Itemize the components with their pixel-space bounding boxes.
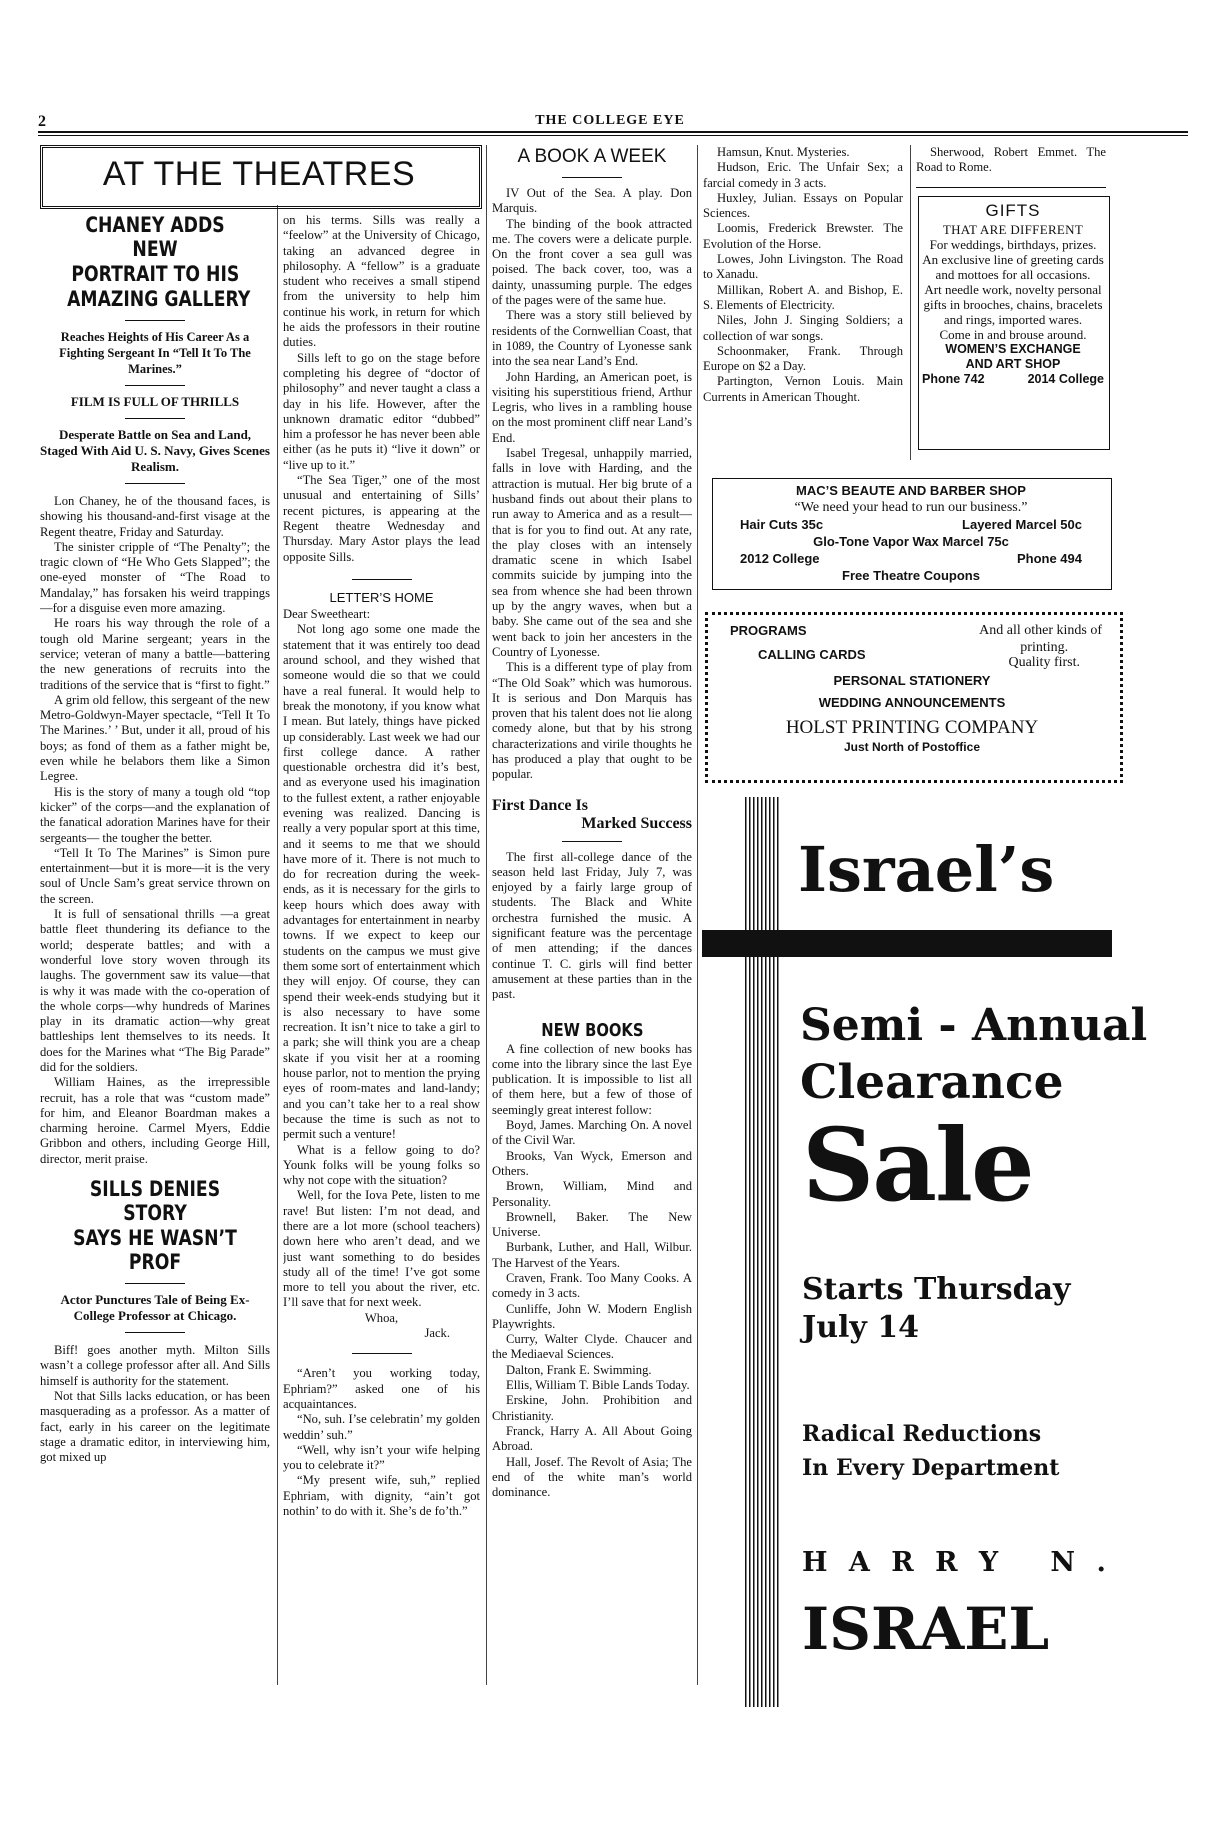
column-5-top <box>916 145 1106 185</box>
newbooks-item: Curry, Walter Clyde. Chaucer and the Mediaeval Sciences. <box>492 1332 692 1362</box>
newbooks-item: Ellis, William T. Bible Lands Today. <box>506 1378 690 1393</box>
letter-paragraph: What is a fellow going to do? Younk folks will be young folks so why not cope with the situation? <box>283 1142 480 1188</box>
letter-signature: Jack. <box>424 1326 450 1341</box>
chaney-paragraph: Lon Chaney, he of the thousand faces, is showing his thousand-and-first visage at the Regent theatre, Friday and Saturday. <box>40 494 270 539</box>
letter-paragraph: Not long ago some one made the statement that it was entirely too dead around school, and they wished that someone would die so that we could have a real funeral. It would help to break the monotony, if you know what I mean. But lately, things have picked up considerably. Last week we had our first college dance. A rather questionable orchestra did it’s best, and as everyone used his imagination to the fullest extent, a rather enjoyable evening was realized. Dancing is really a very popular sport at this time, and it seems to me that we should have more of it. There is not much to do for recreation during the week-ends, as it is necessary for the girls to keep hours which does away with advantages for entertainment in nearby towns. If we expect to keep our students on the campus we must give them some sort of entertainment which they will enjoy. Of course, they can spend their week-ends studying but it is also necessary to have some recreation. It isn’t nice to take a girl to a park; she will think you are a cheap skate if you visit her at a rooming house parlor, not to mention the prying eyes of room-mates and land-landy; and you can’t take her to a real show because the time is such as not to permit such a venture! <box>283 622 480 1142</box>
israel-clearance: Clearance <box>800 1055 1064 1110</box>
macs-phone: Phone 494 <box>1016 551 1082 566</box>
paper-name: THE COLLEGE EYE <box>535 113 685 128</box>
sills-deck: Actor Punctures Tale of Being Ex-College Professor at Chicago. <box>60 1292 250 1324</box>
gifts-phone: Phone 742 <box>922 372 985 386</box>
letter-salutation: Dear Sweetheart: <box>283 607 371 622</box>
sills-paragraph: “The Sea Tiger,” one of the most unusual and entertaining of Sills’ recent pictures, is appearing at the Regent theatre Wednesday and Thursday. Mary Astor plays the lead opposite Sills. <box>283 473 480 564</box>
chaney-deck-3: Desperate Battle on Sea and Land, Staged With Aid U. S. Navy, Gives Scenes Realism. <box>40 427 270 474</box>
column-rule <box>486 145 487 1685</box>
israel-radical: Radical Reductions <box>802 1421 1042 1447</box>
column-rule <box>277 205 278 1685</box>
chaney-paragraph: The sinister cripple of “The Penalty”; the tragic clown of “He Who Gets Slapped”; the one-eyed monster of “The Road to Mandalay,” has forsaken his weird trappings—for a disguise even more amazing. <box>40 539 270 616</box>
joke-paragraph: “No, suh. I’se celebratin’ my golden weddin’ suh.” <box>283 1412 480 1442</box>
newbooks-item: Erskine, John. Prohibition and Christianity. <box>492 1393 692 1423</box>
column-4 <box>703 145 903 465</box>
israel-sale: Sale <box>802 1106 1033 1224</box>
israel-owner-first: H A R R Y N . <box>802 1547 1112 1578</box>
newbooks-item: Schoonmaker, Frank. Through Europe on $2 a Day. <box>703 343 903 374</box>
chaney-paragraph: It is full of sensational thrills —a great battle fleet thundering its defiance to the world; desperate battles; and with a wonderful love story woven through its laughs. The government saw its value—that is why it was made with the co-operation of the whole corps—why hundreds of Marines play in its dramatic action—why great battleships lent themselves to its needs. It does for the Marines what “The Big Parade” did for the soldiers. <box>40 907 270 1074</box>
israel-ad-bar <box>702 930 1112 957</box>
dance-title-2: Marked Success <box>581 814 692 832</box>
sills-headline-2: SAYS HE WASN’T PROF <box>73 1226 237 1275</box>
book-paragraph: Isabel Tregesal, unhappily married, falls in love with Harding, and the attraction is mutual. Her big brute of a husband finds out about their plans to run away to America and as a result—that is for you to find out. At any rate, the play closes with an intensely dramatic scene in which Isabel commits suicide by jumping into the sea from whence she had been thrown up by the angry waves, when but a baby. She came out of the sea and she went back to join her ancesters in the Country of Lyonesse. <box>492 446 692 659</box>
israel-name: Israel’s <box>798 833 1055 906</box>
dance-title-1: First Dance Is <box>492 796 588 814</box>
newbooks-item: Hamsun, Knut. Mysteries. <box>717 145 850 159</box>
book-paragraph: IV Out of the Sea. A play. Don Marquis. <box>492 186 692 216</box>
israel-owner-last: ISRAEL <box>802 1595 1050 1663</box>
newbooks-item: Millikan, Robert A. and Bishop, E. S. Elements of Electricity. <box>703 282 903 312</box>
page-number: 2 <box>38 113 46 130</box>
newbooks-item: Brownell, Baker. The New Universe. <box>492 1209 692 1240</box>
chaney-paragraph: He roars his way through the role of a tough old Marine sergeant; years in the service; veteran of many a battle—battering the new generations of recruits into the traditions of the service that is “first to fight.” <box>40 616 270 692</box>
macs-glotone: Glo-Tone Vapor Wax Marcel 75c <box>813 534 1009 549</box>
column-3 <box>492 145 692 1685</box>
macs-title: MAC’S BEAUTE AND BARBER SHOP <box>796 483 1026 498</box>
holst-calling: CALLING CARDS <box>758 647 866 662</box>
newbooks-item: Lowes, John Livingston. The Road to Xanadu. <box>703 252 903 282</box>
macs-haircuts: Hair Cuts 35c <box>740 517 824 532</box>
book-paragraph: The binding of the book attracted me. The covers were a delicate purple. On the front cover a sea gull was poised. The back cover, too, was a dainty, unassuming purple. The edges of the pages were of the same hue. <box>492 216 692 308</box>
gifts-address: 2014 College <box>1027 372 1104 386</box>
chaney-headline-3: AMAZING GALLERY <box>66 287 250 311</box>
column-rule <box>910 145 911 460</box>
holst-other-1: And all other kinds of <box>979 623 1102 638</box>
israel-starts: Starts Thursday <box>802 1272 1071 1307</box>
gifts-line: An exclusive line of greeting cards and mottoes for all occasions. <box>922 252 1104 282</box>
newbooks-item: Franck, Harry A. All About Going Abroad. <box>492 1423 692 1454</box>
israel-date: July 14 <box>802 1310 920 1345</box>
israel-every: In Every Department <box>802 1455 1060 1481</box>
newbooks-item: Burbank, Luther, and Hall, Wilbur. The Harvest of the Years. <box>492 1240 692 1270</box>
gifts-line: Come in and brouse around. <box>939 327 1087 342</box>
book-paragraph: John Harding, an American poet, is visiting his superstitious friend, Arthur Legris, who lives in a rambling house on the most prominent cliff near Land’s End. <box>492 369 692 445</box>
book-paragraph: This is a different type of play from “The Old Soak” which was humorous. It is serious and Don Marquis has proven that his talent does not lie along comedy alone, but that by his strong characterizations and virile thoughts he has produced a play that ought to be popular. <box>492 660 692 782</box>
newbooks-item: Brown, William, Mind and Personality. <box>492 1179 692 1209</box>
israel-semi: Semi - Annual <box>800 1000 1148 1051</box>
holst-quality: Quality first. <box>1008 655 1080 670</box>
macs-layered: Layered Marcel 50c <box>962 517 1082 532</box>
newbooks-item: Boyd, James. Marching On. A novel of the Civil War. <box>492 1118 692 1148</box>
header-rule-thin <box>38 135 1188 136</box>
theatres-banner-title: AT THE THEATRES <box>102 155 416 193</box>
joke-paragraph: “Aren’t you working today, Ephriam?” asked one of his acquaintances. <box>283 1366 480 1411</box>
newbooks-item: Partington, Vernon Louis. Main Currents in American Thought. <box>703 374 903 404</box>
macs-address: 2012 College <box>740 551 820 566</box>
column-1 <box>40 213 270 1693</box>
sills-paragraph: Not that Sills lacks education, or has been masquerading as a professor. As a matter of fact, early in his career on the legitimate stage a dramatic editor, in interviewing him, got mixed up <box>40 1388 270 1465</box>
newbooks-item: Huxley, Julian. Essays on Popular Sciences. <box>703 190 903 221</box>
sills-headline-1: SILLS DENIES STORY <box>89 1177 221 1226</box>
dance-paragraph: The first all-college dance of the season held last Friday, July 7, was enjoyed by a fairly large group of students. The Black and White orchestra furnished the music. A significant feature was the percentage of men attending; if the dances continue T. C. girls will find better amusement at these parties than in the past. <box>492 849 692 1002</box>
book-title: A BOOK A WEEK <box>517 146 667 167</box>
joke-paragraph: “My present wife, suh,” replied Ephriam, with dignity, “ain’t got nothin’ to do with it. She’s de fo’th.” <box>283 1473 480 1519</box>
newbooks-item: Dalton, Frank E. Swimming. <box>506 1362 652 1377</box>
holst-company: HOLST PRINTING COMPANY <box>785 717 1039 738</box>
divider <box>916 187 1106 188</box>
gifts-shop-2: AND ART SHOP <box>965 357 1061 371</box>
gifts-title: GIFTS <box>985 201 1041 220</box>
chaney-headline-1: CHANEY ADDS NEW <box>85 213 225 261</box>
sills-paragraph: Biff! goes another myth. Milton Sills wasn’t a college professor after all. And Sills himself is authority for the statement. <box>40 1343 270 1388</box>
letter-paragraph: Well, for the Iova Pete, listen to me rave! But listen: I’m not dead, and there are a lot more (school teachers) down here who aren’t dead, and we just want something to do besides study all of the time! I’ve got some more to tell you about the river, etc. I’ll save that for next week. <box>283 1188 480 1310</box>
gifts-line: For weddings, birthdays, prizes. <box>929 237 1097 252</box>
macs-coupons: Free Theatre Coupons <box>842 568 980 583</box>
chaney-paragraph: A grim old fellow, this sergeant of the new Metro-Goldwyn-Mayer spectacle, “Tell It To The Marines.’ ’ But, under it all, proud of his boys; as fond of them as a father might be, even while he belabors them like a Simon Legree. <box>40 692 270 784</box>
sills-paragraph: on his terms. Sills was really a “feelow” at the University of Chicago, taking an advanced degree in philosophy. A “fellow” is a graduate student who receives a small stipend from the university to help him continue his work, in return for which he aids the professors in their routine duties. <box>283 213 480 350</box>
newbooks-item: Loomis, Frederick Brewster. The Evolution of the Horse. <box>703 221 903 251</box>
macs-ad-content <box>718 482 1104 584</box>
letter-title: LETTER’S HOME <box>329 589 434 605</box>
letter-closing: Whoa, <box>364 1310 399 1325</box>
chaney-headline-2: PORTRAIT TO HIS <box>71 262 239 286</box>
holst-stationery: PERSONAL STATIONERY <box>833 673 991 688</box>
chaney-paragraph: His is the story of many a tough old “top kicker” of the corps—and the explanation of the fanatical adoration Marines have for their sergeants— the tougher the better. <box>40 784 270 845</box>
holst-ad-content <box>716 622 1108 754</box>
newbooks-item: Hudson, Eric. The Unfair Sex; a farcial comedy in 3 acts. <box>703 160 903 190</box>
sills-paragraph: Sills left to go on the stage before completing his degree of “doctor of philosophy” and never taught a class a day in his life. However, after the unknown dramatic editor “dubbed” him a professor he has never been able either (as he puts it) “live it down” or “live up to it.” <box>283 350 480 472</box>
newbooks-item: Niles, John J. Singing Soldiers; a collection of war songs. <box>703 313 903 343</box>
gifts-shop-1: WOMEN’S EXCHANGE <box>945 342 1081 356</box>
chaney-paragraph: William Haines, as the irrepressible recruit, has a role that was “custom made” for him, and Eleanor Boardman makes a charming heroine. Carmel Myers, Eddie Gribbon and others, including George Hill, director, merit praise. <box>40 1075 270 1166</box>
header-rule <box>38 131 1188 133</box>
newbooks-item: Hall, Josef. The Revolt of Asia; The end of the white man’s world dominance. <box>492 1454 692 1500</box>
holst-programs: PROGRAMS <box>730 623 807 638</box>
gifts-line: THAT ARE DIFFERENT <box>942 222 1084 237</box>
joke-paragraph: “Well, why isn’t your wife helping you to celebrate it?” <box>283 1442 480 1473</box>
holst-location: Just North of Postoffice <box>843 740 980 754</box>
newbooks-title: NEW BOOKS <box>540 1019 644 1041</box>
macs-slogan: “We need your head to run our business.” <box>794 500 1028 515</box>
column-rule <box>697 145 698 1685</box>
holst-wedding: WEDDING ANNOUNCEMENTS <box>818 695 1006 710</box>
newbooks-item: Brooks, Van Wyck, Emerson and Others. <box>492 1148 692 1178</box>
newbooks-item: Craven, Frank. Too Many Cooks. A comedy in 3 acts. <box>492 1271 692 1301</box>
chaney-paragraph: “Tell It To The Marines” is Simon pure entertainment—but it is more—it is the very soul of Uncle Sam’s great service thrown on the screen. <box>40 845 270 906</box>
gifts-line: Art needle work, novelty personal gifts in brooches, chains, bracelets and rings, imported wares. <box>923 282 1103 327</box>
chaney-deck-2: FILM IS FULL OF THRILLS <box>70 394 240 409</box>
column-2 <box>283 213 480 1683</box>
book-paragraph: There was a story still believed by residents of the Cornwellian Coast, that in 1089, the Country of Lyonesse sank into the sea near Land’s End. <box>492 308 692 369</box>
gifts-ad-content <box>920 200 1106 387</box>
newbooks-intro: A fine collection of new books has come into the library since the last Eye publication. It is impossible to list all of them here, but a few of those of seemingly great interest follow: <box>492 1041 692 1117</box>
holst-other-2: printing. <box>1020 640 1069 655</box>
newbooks-item: Cunliffe, John W. Modern English Playwrights. <box>492 1301 692 1331</box>
chaney-deck-1: Reaches Heights of His Career As a Fighting Sergeant In “Tell It To The Marines.” <box>59 330 251 376</box>
newbooks-item: Sherwood, Robert Emmet. The Road to Rome. <box>916 145 1106 175</box>
